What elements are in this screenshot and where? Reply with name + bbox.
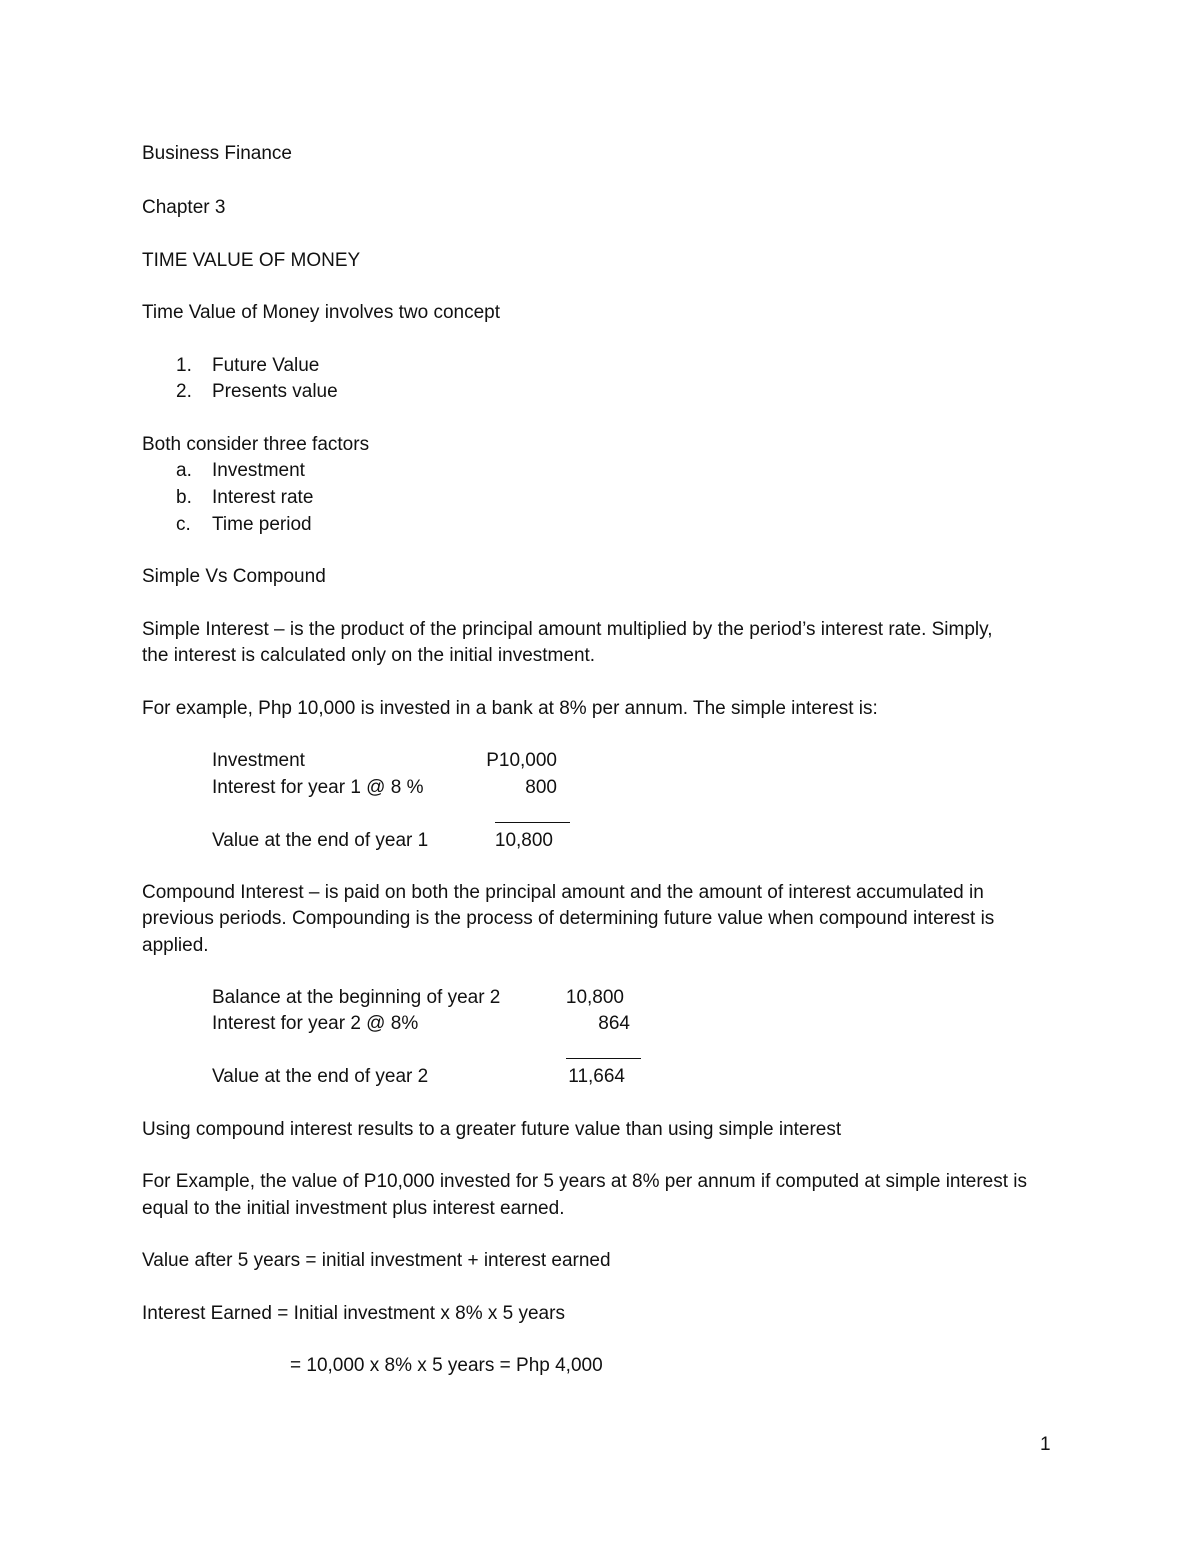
formula-computation: = 10,000 x 8% x 5 years = Php 4,000 [290,1355,603,1376]
list-marker: 2. [176,381,192,402]
row-label: Balance at the beginning of year 2 [212,987,501,1008]
total-value: 10,800 [494,830,553,851]
list-item: Future Value [212,355,320,376]
total-label: Value at the end of year 2 [212,1066,429,1087]
topic-heading: TIME VALUE OF MONEY [142,250,361,271]
row-label: Interest for year 2 @ 8% [212,1013,419,1034]
total-rule [495,822,570,823]
list-marker: c. [176,514,191,535]
formula-value-after-years: Value after 5 years = initial investment + interest earned [142,1250,611,1271]
paragraph-line: Simple Interest – is the product of the principal amount multiplied by the period’s interest rate. Simply, [142,619,993,640]
row-value: 864 [598,1013,630,1034]
paragraph-line: the interest is calculated only on the initial investment. [142,645,596,666]
row-label: Investment [212,750,305,771]
formula-interest-earned: Interest Earned = Initial investment x 8% x 5 years [142,1303,565,1324]
paragraph-line: For Example, the value of P10,000 invested for 5 years at 8% per annum if computed at simple interest is [142,1171,1028,1192]
list-marker: a. [176,460,192,481]
intro-text: Time Value of Money involves two concept [142,302,501,323]
list-item: Interest rate [212,487,314,508]
row-value: P10,000 [486,750,557,771]
list-item: Time period [212,514,312,535]
total-label: Value at the end of year 1 [212,830,429,851]
conclusion-text: Using compound interest results to a greater future value than using simple interest [142,1119,842,1140]
row-value: 10,800 [565,987,624,1008]
row-label: Interest for year 1 @ 8 % [212,777,424,798]
factors-intro: Both consider three factors [142,434,370,455]
list-item: Presents value [212,381,338,402]
row-value: 800 [525,777,557,798]
paragraph-line: previous periods. Compounding is the process of determining future value when compound interest is [142,908,995,929]
example-intro: For example, Php 10,000 is invested in a bank at 8% per annum. The simple interest is: [142,698,878,719]
list-marker: 1. [176,355,192,376]
list-item: Investment [212,460,305,481]
chapter-label: Chapter 3 [142,197,226,218]
paragraph-line: equal to the initial investment plus interest earned. [142,1198,565,1219]
total-value: 11,664 [568,1066,625,1087]
total-rule [566,1058,641,1059]
section-heading: Simple Vs Compound [142,566,326,587]
page-number: 1 [1040,1434,1051,1455]
paragraph-line: applied. [142,935,209,956]
course-title: Business Finance [142,143,292,164]
paragraph-line: Compound Interest – is paid on both the principal amount and the amount of interest accumulated in [142,882,984,903]
list-marker: b. [176,487,192,508]
